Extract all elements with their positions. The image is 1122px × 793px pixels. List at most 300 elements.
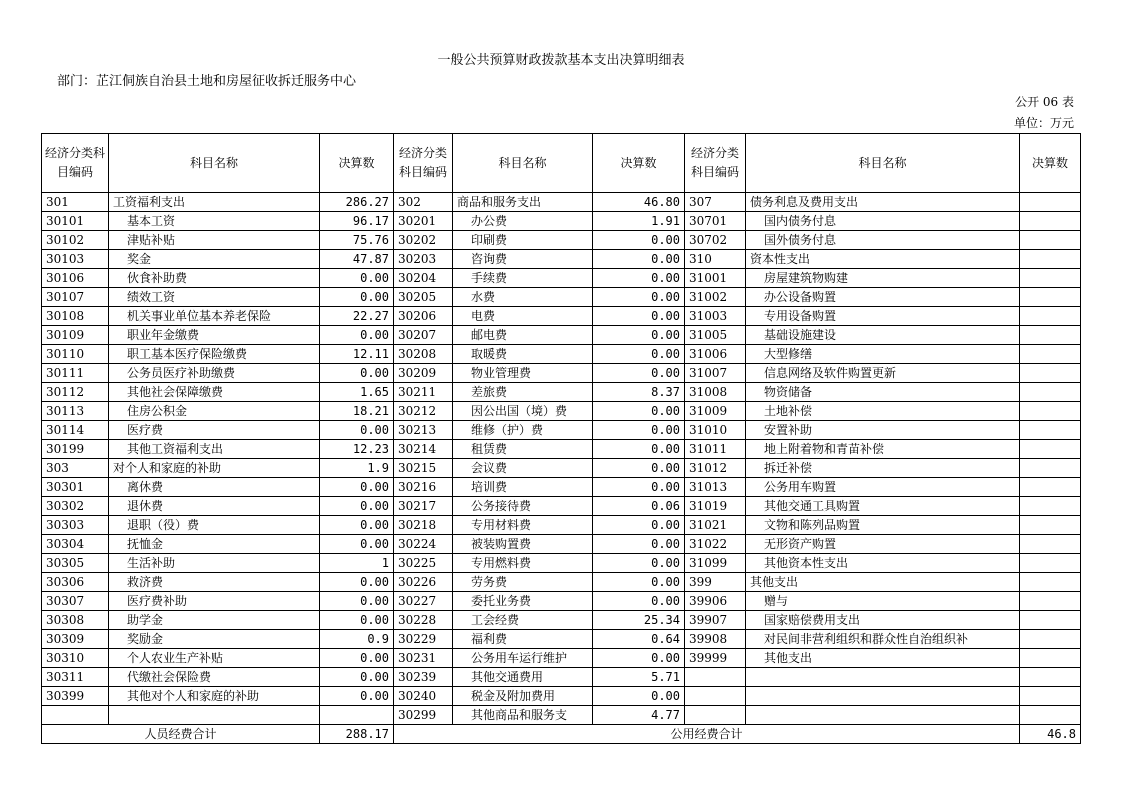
final-amount: 286.27 xyxy=(320,193,394,212)
economic-code: 30306 xyxy=(42,573,109,592)
item-name: 生活补助 xyxy=(109,554,320,573)
final-amount: 0.00 xyxy=(593,288,685,307)
final-amount xyxy=(1020,649,1081,668)
final-amount: 0.00 xyxy=(593,535,685,554)
final-amount: 0.00 xyxy=(593,554,685,573)
final-amount xyxy=(1020,193,1081,212)
economic-code: 307 xyxy=(685,193,746,212)
economic-code: 30205 xyxy=(394,288,453,307)
economic-code: 30202 xyxy=(394,231,453,250)
item-name: 其他交通费用 xyxy=(453,668,593,687)
final-amount xyxy=(320,706,394,725)
final-amount: 0.00 xyxy=(320,535,394,554)
final-amount: 12.11 xyxy=(320,345,394,364)
economic-code: 30209 xyxy=(394,364,453,383)
final-amount xyxy=(1020,231,1081,250)
item-name: 津贴补贴 xyxy=(109,231,320,250)
final-amount: 1.91 xyxy=(593,212,685,231)
final-amount: 0.00 xyxy=(320,668,394,687)
item-name: 国外债务付息 xyxy=(746,231,1020,250)
unit-label: 单位： xyxy=(1013,116,1050,130)
economic-code: 399 xyxy=(685,573,746,592)
final-amount: 0.00 xyxy=(320,288,394,307)
final-amount xyxy=(1020,345,1081,364)
item-name: 地上附着物和青苗补偿 xyxy=(746,440,1020,459)
public-total-label: 公用经费合计 xyxy=(394,725,1020,744)
economic-code: 30111 xyxy=(42,364,109,383)
final-amount xyxy=(1020,250,1081,269)
item-name: 医疗费补助 xyxy=(109,592,320,611)
item-name: 维修（护）费 xyxy=(453,421,593,440)
item-name: 电费 xyxy=(453,307,593,326)
economic-code: 31007 xyxy=(685,364,746,383)
table-row xyxy=(42,459,1081,478)
economic-code xyxy=(685,668,746,687)
table-row xyxy=(42,687,1081,706)
economic-code: 30302 xyxy=(42,497,109,516)
unit-value: 万元 xyxy=(1049,116,1074,130)
economic-code: 30229 xyxy=(394,630,453,649)
final-amount: 0.00 xyxy=(320,421,394,440)
economic-code: 30224 xyxy=(394,535,453,554)
final-amount xyxy=(1020,459,1081,478)
table-row xyxy=(42,383,1081,402)
final-amount: 0.06 xyxy=(593,497,685,516)
economic-code: 30228 xyxy=(394,611,453,630)
economic-code: 30311 xyxy=(42,668,109,687)
table-row xyxy=(42,193,1081,212)
item-name: 会议费 xyxy=(453,459,593,478)
item-name: 水费 xyxy=(453,288,593,307)
economic-code: 31012 xyxy=(685,459,746,478)
economic-code: 31008 xyxy=(685,383,746,402)
economic-code: 301 xyxy=(42,193,109,212)
table-row xyxy=(42,326,1081,345)
final-amount xyxy=(1020,668,1081,687)
item-name: 赠与 xyxy=(746,592,1020,611)
item-name: 安置补助 xyxy=(746,421,1020,440)
final-amount: 0.00 xyxy=(320,592,394,611)
final-amount: 0.9 xyxy=(320,630,394,649)
item-name: 劳务费 xyxy=(453,573,593,592)
item-name: 咨询费 xyxy=(453,250,593,269)
final-amount xyxy=(1020,706,1081,725)
unit-line xyxy=(1014,114,1074,131)
item-name: 被装购置费 xyxy=(453,535,593,554)
final-amount: 0.64 xyxy=(593,630,685,649)
table-row xyxy=(42,706,1081,725)
table-row xyxy=(42,364,1081,383)
item-name: 资本性支出 xyxy=(746,250,1020,269)
final-amount: 8.37 xyxy=(593,383,685,402)
economic-code: 30206 xyxy=(394,307,453,326)
item-name: 代缴社会保险费 xyxy=(109,668,320,687)
economic-code: 30310 xyxy=(42,649,109,668)
item-name: 工会经费 xyxy=(453,611,593,630)
item-name: 专用燃料费 xyxy=(453,554,593,573)
header-code: 经济分类科目编码 xyxy=(394,134,453,193)
economic-code: 30216 xyxy=(394,478,453,497)
economic-code: 39907 xyxy=(685,611,746,630)
final-amount xyxy=(1020,630,1081,649)
department-label: 部门： xyxy=(57,74,97,89)
final-amount: 0.00 xyxy=(593,269,685,288)
final-amount xyxy=(1020,592,1081,611)
table-row xyxy=(42,269,1081,288)
economic-code: 30239 xyxy=(394,668,453,687)
department-name: 芷江侗族自治县土地和房屋征收拆迁服务中心 xyxy=(96,74,357,89)
item-name: 土地补偿 xyxy=(746,402,1020,421)
item-name: 机关事业单位基本养老保险 xyxy=(109,307,320,326)
final-amount: 0.00 xyxy=(320,364,394,383)
final-amount: 0.00 xyxy=(320,649,394,668)
header-name: 科目名称 xyxy=(746,134,1020,193)
table-row xyxy=(42,231,1081,250)
item-name: 其他资本性支出 xyxy=(746,554,1020,573)
item-name: 物资储备 xyxy=(746,383,1020,402)
table-row xyxy=(42,573,1081,592)
final-amount: 0.00 xyxy=(593,440,685,459)
economic-code: 31021 xyxy=(685,516,746,535)
economic-code: 31010 xyxy=(685,421,746,440)
table-row xyxy=(42,212,1081,231)
final-amount: 0.00 xyxy=(593,459,685,478)
economic-code: 30204 xyxy=(394,269,453,288)
personnel-total-value: 288.17 xyxy=(320,725,394,744)
economic-code: 30215 xyxy=(394,459,453,478)
final-amount: 0.00 xyxy=(593,592,685,611)
economic-code: 30240 xyxy=(394,687,453,706)
item-name: 其他商品和服务支 xyxy=(453,706,593,725)
economic-code: 30102 xyxy=(42,231,109,250)
item-name: 手续费 xyxy=(453,269,593,288)
item-name: 专用材料费 xyxy=(453,516,593,535)
final-amount: 0.00 xyxy=(320,611,394,630)
final-amount: 0.00 xyxy=(593,573,685,592)
item-name: 大型修缮 xyxy=(746,345,1020,364)
item-name xyxy=(746,687,1020,706)
item-name: 专用设备购置 xyxy=(746,307,1020,326)
final-amount: 47.87 xyxy=(320,250,394,269)
item-name: 其他社会保障缴费 xyxy=(109,383,320,402)
economic-code: 30103 xyxy=(42,250,109,269)
economic-code: 31006 xyxy=(685,345,746,364)
item-name: 国内债务付息 xyxy=(746,212,1020,231)
final-amount xyxy=(1020,326,1081,345)
economic-code: 310 xyxy=(685,250,746,269)
item-name: 住房公积金 xyxy=(109,402,320,421)
item-name: 工资福利支出 xyxy=(109,193,320,212)
table-header-row xyxy=(42,134,1081,193)
header-name: 科目名称 xyxy=(453,134,593,193)
final-amount xyxy=(1020,497,1081,516)
table-row xyxy=(42,535,1081,554)
final-amount: 0.00 xyxy=(320,497,394,516)
final-amount: 1.9 xyxy=(320,459,394,478)
economic-code: 30106 xyxy=(42,269,109,288)
header-amount: 决算数 xyxy=(1020,134,1081,193)
economic-code: 30307 xyxy=(42,592,109,611)
final-amount: 12.23 xyxy=(320,440,394,459)
economic-code xyxy=(42,706,109,725)
item-name: 因公出国（境）费 xyxy=(453,402,593,421)
economic-code: 30201 xyxy=(394,212,453,231)
table-row xyxy=(42,497,1081,516)
header-amount: 决算数 xyxy=(593,134,685,193)
item-name: 办公设备购置 xyxy=(746,288,1020,307)
final-amount xyxy=(1020,364,1081,383)
item-name: 公务用车购置 xyxy=(746,478,1020,497)
final-amount xyxy=(1020,288,1081,307)
header-name: 科目名称 xyxy=(109,134,320,193)
item-name: 抚恤金 xyxy=(109,535,320,554)
final-amount: 0.00 xyxy=(593,307,685,326)
economic-code: 31099 xyxy=(685,554,746,573)
item-name: 物业管理费 xyxy=(453,364,593,383)
final-amount: 46.80 xyxy=(593,193,685,212)
item-name: 印刷费 xyxy=(453,231,593,250)
item-name: 救济费 xyxy=(109,573,320,592)
final-amount: 1 xyxy=(320,554,394,573)
economic-code: 31009 xyxy=(685,402,746,421)
item-name xyxy=(746,668,1020,687)
item-name: 委托业务费 xyxy=(453,592,593,611)
economic-code: 30299 xyxy=(394,706,453,725)
final-amount: 0.00 xyxy=(593,478,685,497)
item-name: 债务利息及费用支出 xyxy=(746,193,1020,212)
economic-code: 30113 xyxy=(42,402,109,421)
final-amount: 0.00 xyxy=(320,687,394,706)
final-amount: 5.71 xyxy=(593,668,685,687)
item-name: 医疗费 xyxy=(109,421,320,440)
economic-code: 30301 xyxy=(42,478,109,497)
economic-code: 31001 xyxy=(685,269,746,288)
final-amount xyxy=(1020,554,1081,573)
economic-code: 30218 xyxy=(394,516,453,535)
economic-code xyxy=(685,706,746,725)
economic-code: 303 xyxy=(42,459,109,478)
final-amount: 18.21 xyxy=(320,402,394,421)
table-row xyxy=(42,402,1081,421)
item-name: 国家赔偿费用支出 xyxy=(746,611,1020,630)
item-name: 公务接待费 xyxy=(453,497,593,516)
item-name: 其他支出 xyxy=(746,649,1020,668)
item-name: 办公费 xyxy=(453,212,593,231)
table-row xyxy=(42,554,1081,573)
economic-code xyxy=(685,687,746,706)
final-amount xyxy=(1020,535,1081,554)
economic-code: 31022 xyxy=(685,535,746,554)
item-name: 培训费 xyxy=(453,478,593,497)
final-amount: 0.00 xyxy=(593,687,685,706)
item-name: 无形资产购置 xyxy=(746,535,1020,554)
economic-code: 30225 xyxy=(394,554,453,573)
item-name: 退休费 xyxy=(109,497,320,516)
economic-code: 30702 xyxy=(685,231,746,250)
table-row xyxy=(42,421,1081,440)
final-amount xyxy=(1020,402,1081,421)
final-amount: 0.00 xyxy=(593,649,685,668)
economic-code: 30114 xyxy=(42,421,109,440)
item-name: 税金及附加费用 xyxy=(453,687,593,706)
economic-code: 30309 xyxy=(42,630,109,649)
final-amount: 0.00 xyxy=(593,364,685,383)
item-name: 职业年金缴费 xyxy=(109,326,320,345)
item-name: 其他对个人和家庭的补助 xyxy=(109,687,320,706)
table-row xyxy=(42,250,1081,269)
item-name: 公务员医疗补助缴费 xyxy=(109,364,320,383)
final-amount: 96.17 xyxy=(320,212,394,231)
table-row xyxy=(42,668,1081,687)
item-name: 租赁费 xyxy=(453,440,593,459)
item-name: 商品和服务支出 xyxy=(453,193,593,212)
table-row xyxy=(42,630,1081,649)
header-code: 经济分类科目编码 xyxy=(42,134,109,193)
economic-code: 30399 xyxy=(42,687,109,706)
final-amount: 25.34 xyxy=(593,611,685,630)
item-name: 对民间非营利组织和群众性自治组织补 xyxy=(746,630,1020,649)
item-name: 奖励金 xyxy=(109,630,320,649)
table-row xyxy=(42,440,1081,459)
economic-code: 30303 xyxy=(42,516,109,535)
economic-code: 31019 xyxy=(685,497,746,516)
final-amount xyxy=(1020,611,1081,630)
economic-code: 30101 xyxy=(42,212,109,231)
economic-code: 30212 xyxy=(394,402,453,421)
item-name: 拆迁补偿 xyxy=(746,459,1020,478)
final-amount xyxy=(1020,212,1081,231)
item-name: 邮电费 xyxy=(453,326,593,345)
economic-code: 31005 xyxy=(685,326,746,345)
final-amount xyxy=(1020,440,1081,459)
item-name: 对个人和家庭的补助 xyxy=(109,459,320,478)
public-total-value: 46.8 xyxy=(1020,725,1081,744)
item-name: 文物和陈列品购置 xyxy=(746,516,1020,535)
economic-code: 30213 xyxy=(394,421,453,440)
header-amount: 决算数 xyxy=(320,134,394,193)
table-row xyxy=(42,307,1081,326)
totals-row xyxy=(42,725,1081,744)
economic-code: 31011 xyxy=(685,440,746,459)
final-amount: 0.00 xyxy=(593,345,685,364)
item-name: 公务用车运行维护 xyxy=(453,649,593,668)
item-name: 福利费 xyxy=(453,630,593,649)
item-name: 其他支出 xyxy=(746,573,1020,592)
economic-code: 302 xyxy=(394,193,453,212)
economic-code: 30214 xyxy=(394,440,453,459)
economic-code: 30199 xyxy=(42,440,109,459)
table-row xyxy=(42,611,1081,630)
economic-code: 30305 xyxy=(42,554,109,573)
item-name: 职工基本医疗保险缴费 xyxy=(109,345,320,364)
economic-code: 31013 xyxy=(685,478,746,497)
economic-code: 39908 xyxy=(685,630,746,649)
item-name: 其他交通工具购置 xyxy=(746,497,1020,516)
final-amount: 0.00 xyxy=(593,516,685,535)
economic-code: 30308 xyxy=(42,611,109,630)
final-amount xyxy=(1020,269,1081,288)
table-number: 公开 06 表 xyxy=(1015,95,1074,109)
item-name: 助学金 xyxy=(109,611,320,630)
economic-code: 30108 xyxy=(42,307,109,326)
item-name: 绩效工资 xyxy=(109,288,320,307)
final-amount: 4.77 xyxy=(593,706,685,725)
economic-code: 30109 xyxy=(42,326,109,345)
economic-code: 30304 xyxy=(42,535,109,554)
table-row xyxy=(42,288,1081,307)
final-amount: 22.27 xyxy=(320,307,394,326)
final-amount: 1.65 xyxy=(320,383,394,402)
economic-code: 39906 xyxy=(685,592,746,611)
economic-code: 31003 xyxy=(685,307,746,326)
table-row xyxy=(42,478,1081,497)
economic-code: 30203 xyxy=(394,250,453,269)
report-title: 一般公共预算财政拨款基本支出决算明细表 xyxy=(437,53,685,68)
final-amount: 0.00 xyxy=(593,421,685,440)
final-amount xyxy=(1020,687,1081,706)
header-code: 经济分类科目编码 xyxy=(685,134,746,193)
economic-code: 30107 xyxy=(42,288,109,307)
final-amount: 75.76 xyxy=(320,231,394,250)
final-amount: 0.00 xyxy=(593,231,685,250)
table-row xyxy=(42,649,1081,668)
item-name: 基本工资 xyxy=(109,212,320,231)
economic-code: 30208 xyxy=(394,345,453,364)
item-name: 个人农业生产补贴 xyxy=(109,649,320,668)
economic-code: 30227 xyxy=(394,592,453,611)
final-amount xyxy=(1020,421,1081,440)
item-name xyxy=(746,706,1020,725)
economic-code: 30701 xyxy=(685,212,746,231)
economic-code: 39999 xyxy=(685,649,746,668)
item-name: 基础设施建设 xyxy=(746,326,1020,345)
economic-code: 30226 xyxy=(394,573,453,592)
final-amount xyxy=(1020,478,1081,497)
item-name: 取暖费 xyxy=(453,345,593,364)
final-amount: 0.00 xyxy=(320,269,394,288)
item-name: 伙食补助费 xyxy=(109,269,320,288)
economic-code: 30211 xyxy=(394,383,453,402)
table-row xyxy=(42,516,1081,535)
item-name: 信息网络及软件购置更新 xyxy=(746,364,1020,383)
table-row xyxy=(42,345,1081,364)
item-name: 退职（役）费 xyxy=(109,516,320,535)
final-amount: 0.00 xyxy=(320,573,394,592)
personnel-total-label: 人员经费合计 xyxy=(42,725,320,744)
expenditure-table xyxy=(41,133,1081,744)
economic-code: 31002 xyxy=(685,288,746,307)
economic-code: 30110 xyxy=(42,345,109,364)
final-amount: 0.00 xyxy=(320,478,394,497)
economic-code: 30207 xyxy=(394,326,453,345)
final-amount: 0.00 xyxy=(320,326,394,345)
final-amount xyxy=(1020,383,1081,402)
economic-code: 30231 xyxy=(394,649,453,668)
final-amount xyxy=(1020,573,1081,592)
department-line xyxy=(57,70,356,89)
item-name: 离休费 xyxy=(109,478,320,497)
item-name: 房屋建筑物购建 xyxy=(746,269,1020,288)
item-name: 奖金 xyxy=(109,250,320,269)
economic-code: 30112 xyxy=(42,383,109,402)
table-row xyxy=(42,592,1081,611)
final-amount: 0.00 xyxy=(593,250,685,269)
economic-code: 30217 xyxy=(394,497,453,516)
item-name: 差旅费 xyxy=(453,383,593,402)
final-amount: 0.00 xyxy=(320,516,394,535)
final-amount xyxy=(1020,516,1081,535)
item-name: 其他工资福利支出 xyxy=(109,440,320,459)
